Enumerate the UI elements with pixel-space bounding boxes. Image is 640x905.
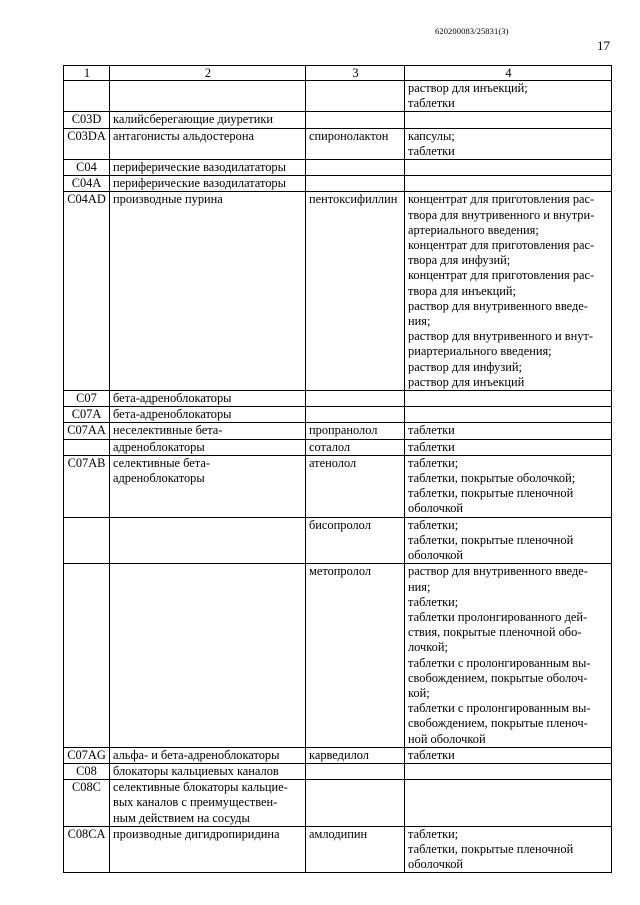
cell-text-line: раствор для инъекций;	[408, 81, 528, 95]
cell-text-line: раствор для внутривенного введе-	[408, 298, 588, 313]
atc-code-cell	[64, 517, 110, 564]
drug-name-cell	[306, 780, 405, 827]
dosage-forms-cell	[405, 192, 612, 391]
cell-text-line: бета-адреноблокаторы	[113, 407, 232, 422]
group-name-cell	[110, 780, 306, 827]
cell-text-line: пентоксифиллин	[309, 192, 398, 207]
table-row	[64, 747, 612, 763]
dosage-forms-cell	[405, 439, 612, 455]
document-id: 620200083/25831(3)	[435, 26, 509, 36]
atc-code-cell	[64, 81, 110, 112]
group-name-cell	[110, 423, 306, 439]
cell-text-line: концентрат для приготовления рас-	[408, 268, 595, 283]
cell-text-line: таблетки с пролонгированным вы-	[408, 655, 591, 670]
cell-text-line: оболочкой	[408, 548, 464, 563]
cell-text-line: производные пурина	[113, 192, 223, 207]
cell-text-line: таблетки пролонгированного дей-	[408, 609, 588, 624]
cell-text-line: бисопролол	[309, 517, 371, 532]
dosage-forms-cell	[405, 81, 612, 112]
cell-text-line: вых каналов с преимуществен-	[113, 795, 278, 810]
dosage-forms-cell	[405, 160, 612, 176]
cell-text-line: калийсберегающие диуретики	[113, 112, 274, 127]
drug-name-cell	[306, 763, 405, 779]
cell-text-line: твора для внутривенного и внутри-	[408, 207, 595, 222]
drug-name-cell	[306, 112, 405, 128]
cell-text-line: адреноблокаторы	[113, 439, 205, 454]
cell-text-line: периферические вазодилататоры	[113, 160, 286, 175]
drug-name-cell	[306, 423, 405, 439]
atc-code-cell: C08C	[64, 780, 110, 827]
cell-text-line: таблетки	[408, 96, 455, 111]
cell-text-line: раствор для внутривенного и внут-	[408, 329, 593, 344]
atc-code-cell: C07A	[64, 407, 110, 423]
atc-code-cell: C04A	[64, 176, 110, 192]
cell-text-line: ния;	[408, 579, 431, 594]
atc-code-cell: C04	[64, 160, 110, 176]
cell-text-line: таблетки	[408, 143, 455, 158]
column-header-1: 1	[64, 66, 110, 81]
column-header-4: 4	[405, 66, 612, 81]
cell-text-line: таблетки	[408, 747, 455, 762]
cell-text-line: свобождением, покрытые оболоч-	[408, 670, 588, 685]
drug-name-cell	[306, 128, 405, 159]
cell-text-line: кой;	[408, 685, 430, 700]
group-name-cell	[110, 407, 306, 423]
drug-name-cell	[306, 564, 405, 747]
cell-text-line: таблетки	[408, 439, 455, 454]
atc-code-cell	[64, 564, 110, 747]
cell-text-line: ствия, покрытые пленочной обо-	[408, 625, 582, 640]
atc-code-cell: C07AA	[64, 423, 110, 439]
cell-text-line: неселективные бета-	[113, 423, 223, 438]
cell-text-line: атенолол	[309, 455, 357, 470]
drug-name-cell	[306, 826, 405, 873]
atc-code-cell: C03DA	[64, 128, 110, 159]
cell-text-line: твора для инфузий;	[408, 253, 511, 268]
group-name-cell	[110, 517, 306, 564]
dosage-forms-cell	[405, 176, 612, 192]
atc-code-cell: C08	[64, 763, 110, 779]
drug-name-cell	[306, 81, 405, 112]
dosage-forms-cell	[405, 517, 612, 564]
cell-text-line: таблетки с пролонгированным вы-	[408, 701, 591, 716]
cell-text-line: блокаторы кальциевых каналов	[113, 763, 279, 778]
cell-text-line: бета-адреноблокаторы	[113, 391, 232, 406]
dosage-forms-cell	[405, 455, 612, 517]
cell-text-line: адреноблокаторы	[113, 471, 205, 486]
cell-text-line: твора для инъекций;	[408, 283, 516, 298]
cell-text-line: ной оболочкой	[408, 731, 486, 746]
cell-text-line: таблетки;	[408, 517, 459, 532]
group-name-cell	[110, 826, 306, 873]
column-header-3: 3	[306, 66, 405, 81]
table-row	[64, 423, 612, 439]
cell-text-line: артериального введения;	[408, 222, 539, 237]
atc-code-cell: C07AB	[64, 455, 110, 517]
atc-code-cell: C07AG	[64, 747, 110, 763]
group-name-cell	[110, 160, 306, 176]
atc-code-cell: C03D	[64, 112, 110, 128]
atc-code-cell: C08CA	[64, 826, 110, 873]
dosage-forms-cell	[405, 763, 612, 779]
dosage-forms-cell	[405, 128, 612, 159]
cell-text-line: периферические вазодилататоры	[113, 176, 286, 191]
cell-text-line: раствор для инъекций	[408, 374, 525, 389]
group-name-cell	[110, 192, 306, 391]
table-row	[64, 763, 612, 779]
atc-code-cell	[64, 439, 110, 455]
group-name-cell	[110, 763, 306, 779]
table-row	[64, 176, 612, 192]
drug-name-cell	[306, 517, 405, 564]
cell-text-line: пропранолол	[309, 423, 378, 438]
column-header-row	[64, 66, 612, 81]
cell-text-line: таблетки, покрытые пленочной	[408, 841, 574, 856]
drug-name-cell	[306, 439, 405, 455]
dosage-forms-cell	[405, 112, 612, 128]
table-row	[64, 826, 612, 873]
drug-name-cell	[306, 407, 405, 423]
group-name-cell	[110, 112, 306, 128]
dosage-forms-cell	[405, 780, 612, 827]
cell-text-line: свобождением, покрытые пленоч-	[408, 716, 588, 731]
table-row	[64, 192, 612, 391]
dosage-forms-cell	[405, 747, 612, 763]
group-name-cell	[110, 455, 306, 517]
table-row	[64, 160, 612, 176]
drug-name-cell	[306, 160, 405, 176]
drug-name-cell	[306, 747, 405, 763]
cell-text-line: капсулы;	[408, 128, 455, 143]
group-name-cell	[110, 128, 306, 159]
cell-text-line: таблетки, покрытые пленочной	[408, 486, 574, 501]
dosage-forms-cell	[405, 423, 612, 439]
cell-text-line: соталол	[309, 439, 351, 454]
group-name-cell	[110, 176, 306, 192]
group-name-cell	[110, 439, 306, 455]
drug-name-cell	[306, 455, 405, 517]
cell-text-line: амлодипин	[309, 826, 368, 841]
group-name-cell	[110, 747, 306, 763]
dosage-forms-cell	[405, 564, 612, 747]
cell-text-line: селективные бета-	[113, 455, 210, 470]
drug-table	[63, 65, 612, 873]
cell-text-line: таблетки, покрытые пленочной	[408, 532, 574, 547]
cell-text-line: спиронолактон	[309, 128, 389, 143]
dosage-forms-cell	[405, 826, 612, 873]
cell-text-line: концентрат для приготовления рас-	[408, 238, 595, 253]
table-body	[64, 81, 612, 873]
cell-text-line: концентрат для приготовления рас-	[408, 192, 595, 207]
table-row	[64, 455, 612, 517]
table-row	[64, 564, 612, 747]
table-row	[64, 407, 612, 423]
cell-text-line: альфа- и бета-адреноблокаторы	[113, 747, 280, 762]
cell-text-line: ния;	[408, 314, 431, 329]
table-row	[64, 391, 612, 407]
cell-text-line: селективные блокаторы кальцие-	[113, 780, 288, 795]
drug-name-cell	[306, 391, 405, 407]
column-header-2: 2	[110, 66, 306, 81]
cell-text-line: производные дигидропиридина	[113, 826, 280, 841]
cell-text-line: таблетки;	[408, 455, 459, 470]
cell-text-line: лочкой;	[408, 640, 448, 655]
table-row	[64, 128, 612, 159]
cell-text-line: оболочкой	[408, 857, 464, 872]
drug-name-cell	[306, 192, 405, 391]
cell-text-line: антагонисты альдостерона	[113, 128, 254, 143]
table-row	[64, 517, 612, 564]
table-row	[64, 81, 612, 112]
dosage-forms-cell	[405, 391, 612, 407]
atc-code-cell: C04AD	[64, 192, 110, 391]
table-row	[64, 112, 612, 128]
cell-text-line: таблетки;	[408, 826, 459, 841]
drug-name-cell	[306, 176, 405, 192]
cell-text-line: риартериального введения;	[408, 344, 552, 359]
cell-text-line: раствор для инфузий;	[408, 359, 522, 374]
cell-text-line: метопролол	[309, 564, 372, 579]
table-row	[64, 439, 612, 455]
group-name-cell	[110, 391, 306, 407]
group-name-cell	[110, 564, 306, 747]
atc-code-cell: C07	[64, 391, 110, 407]
cell-text-line: таблетки, покрытые оболочкой;	[408, 471, 576, 486]
cell-text-line: оболочкой	[408, 501, 464, 516]
table-row	[64, 780, 612, 827]
dosage-forms-cell	[405, 407, 612, 423]
group-name-cell	[110, 81, 306, 112]
cell-text-line: таблетки;	[408, 594, 459, 609]
cell-text-line: раствор для внутривенного введе-	[408, 564, 588, 579]
page-number: 17	[597, 38, 610, 53]
cell-text-line: таблетки	[408, 423, 455, 438]
cell-text-line: ным действием на сосуды	[113, 810, 250, 825]
cell-text-line: карведилол	[309, 747, 369, 762]
